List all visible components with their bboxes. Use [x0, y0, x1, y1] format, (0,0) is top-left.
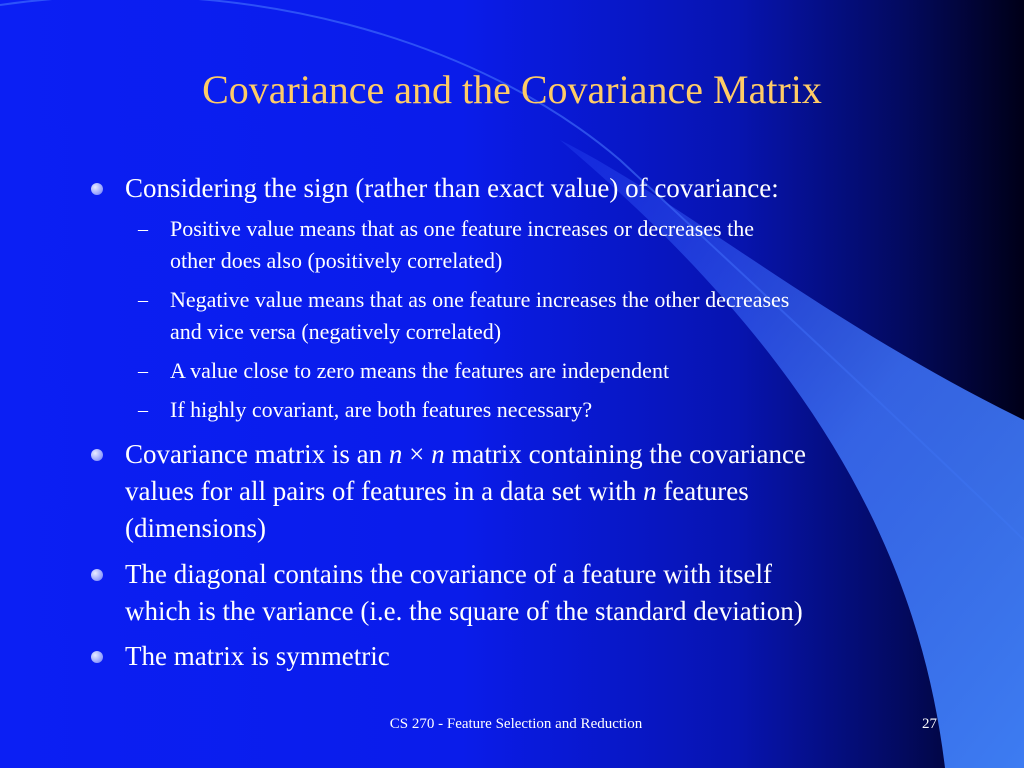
subbullet-highly-covariant [138, 394, 593, 426]
bullet-icon [91, 569, 103, 581]
page-number: 27 [922, 716, 937, 732]
bullet-icon [91, 651, 103, 663]
subbullet-line: and vice versa (negatively correlated) [170, 319, 502, 344]
subbullet-negative [138, 284, 790, 348]
bullet-icon [91, 449, 103, 461]
math-n: n [388, 439, 403, 469]
bullet-line: (dimensions) [125, 513, 266, 543]
bullet-icon [91, 183, 103, 195]
bullet-sign-of-covariance [125, 170, 779, 207]
subbullet-line: Negative value means that as one feature increases the other decreases [170, 287, 790, 312]
subbullet-line: Positive value means that as one feature increases or decreases the [170, 216, 754, 241]
dash-icon: – [138, 399, 148, 421]
math-n: n [643, 476, 657, 506]
bullet-line: which is the variance (i.e. the square of the standard deviation) [125, 596, 803, 626]
bullet-text: Considering the sign (rather than exact value) of covariance: [125, 173, 779, 203]
bullet-line: values for all pairs of features in a data set with n features [125, 476, 749, 506]
subbullet-zero [138, 355, 670, 387]
dash-icon: – [138, 218, 148, 240]
dash-icon: – [138, 289, 148, 311]
subbullet-line: If highly covariant, are both features necessary? [170, 397, 593, 422]
slide-title: Covariance and the Covariance Matrix [202, 67, 822, 112]
subbullet-line: other does also (positively correlated) [170, 248, 503, 273]
bullet-covariance-matrix [125, 436, 806, 547]
bullet-line: The diagonal contains the covariance of a feature with itself [125, 559, 772, 589]
bullet-symmetric [125, 638, 390, 675]
bullet-diagonal [125, 556, 803, 630]
subbullet-positive [138, 213, 754, 277]
subbullet-line: A value close to zero means the features are independent [170, 358, 670, 383]
math-n: n [431, 439, 445, 469]
bullet-line: The matrix is symmetric [125, 641, 390, 671]
bullet-line: Covariance matrix is an n × n matrix containing the covariance [125, 439, 807, 469]
times-symbol: × [409, 439, 425, 469]
slide-footer: CS 270 - Feature Selection and Reduction [389, 716, 643, 732]
dash-icon: – [138, 360, 148, 382]
